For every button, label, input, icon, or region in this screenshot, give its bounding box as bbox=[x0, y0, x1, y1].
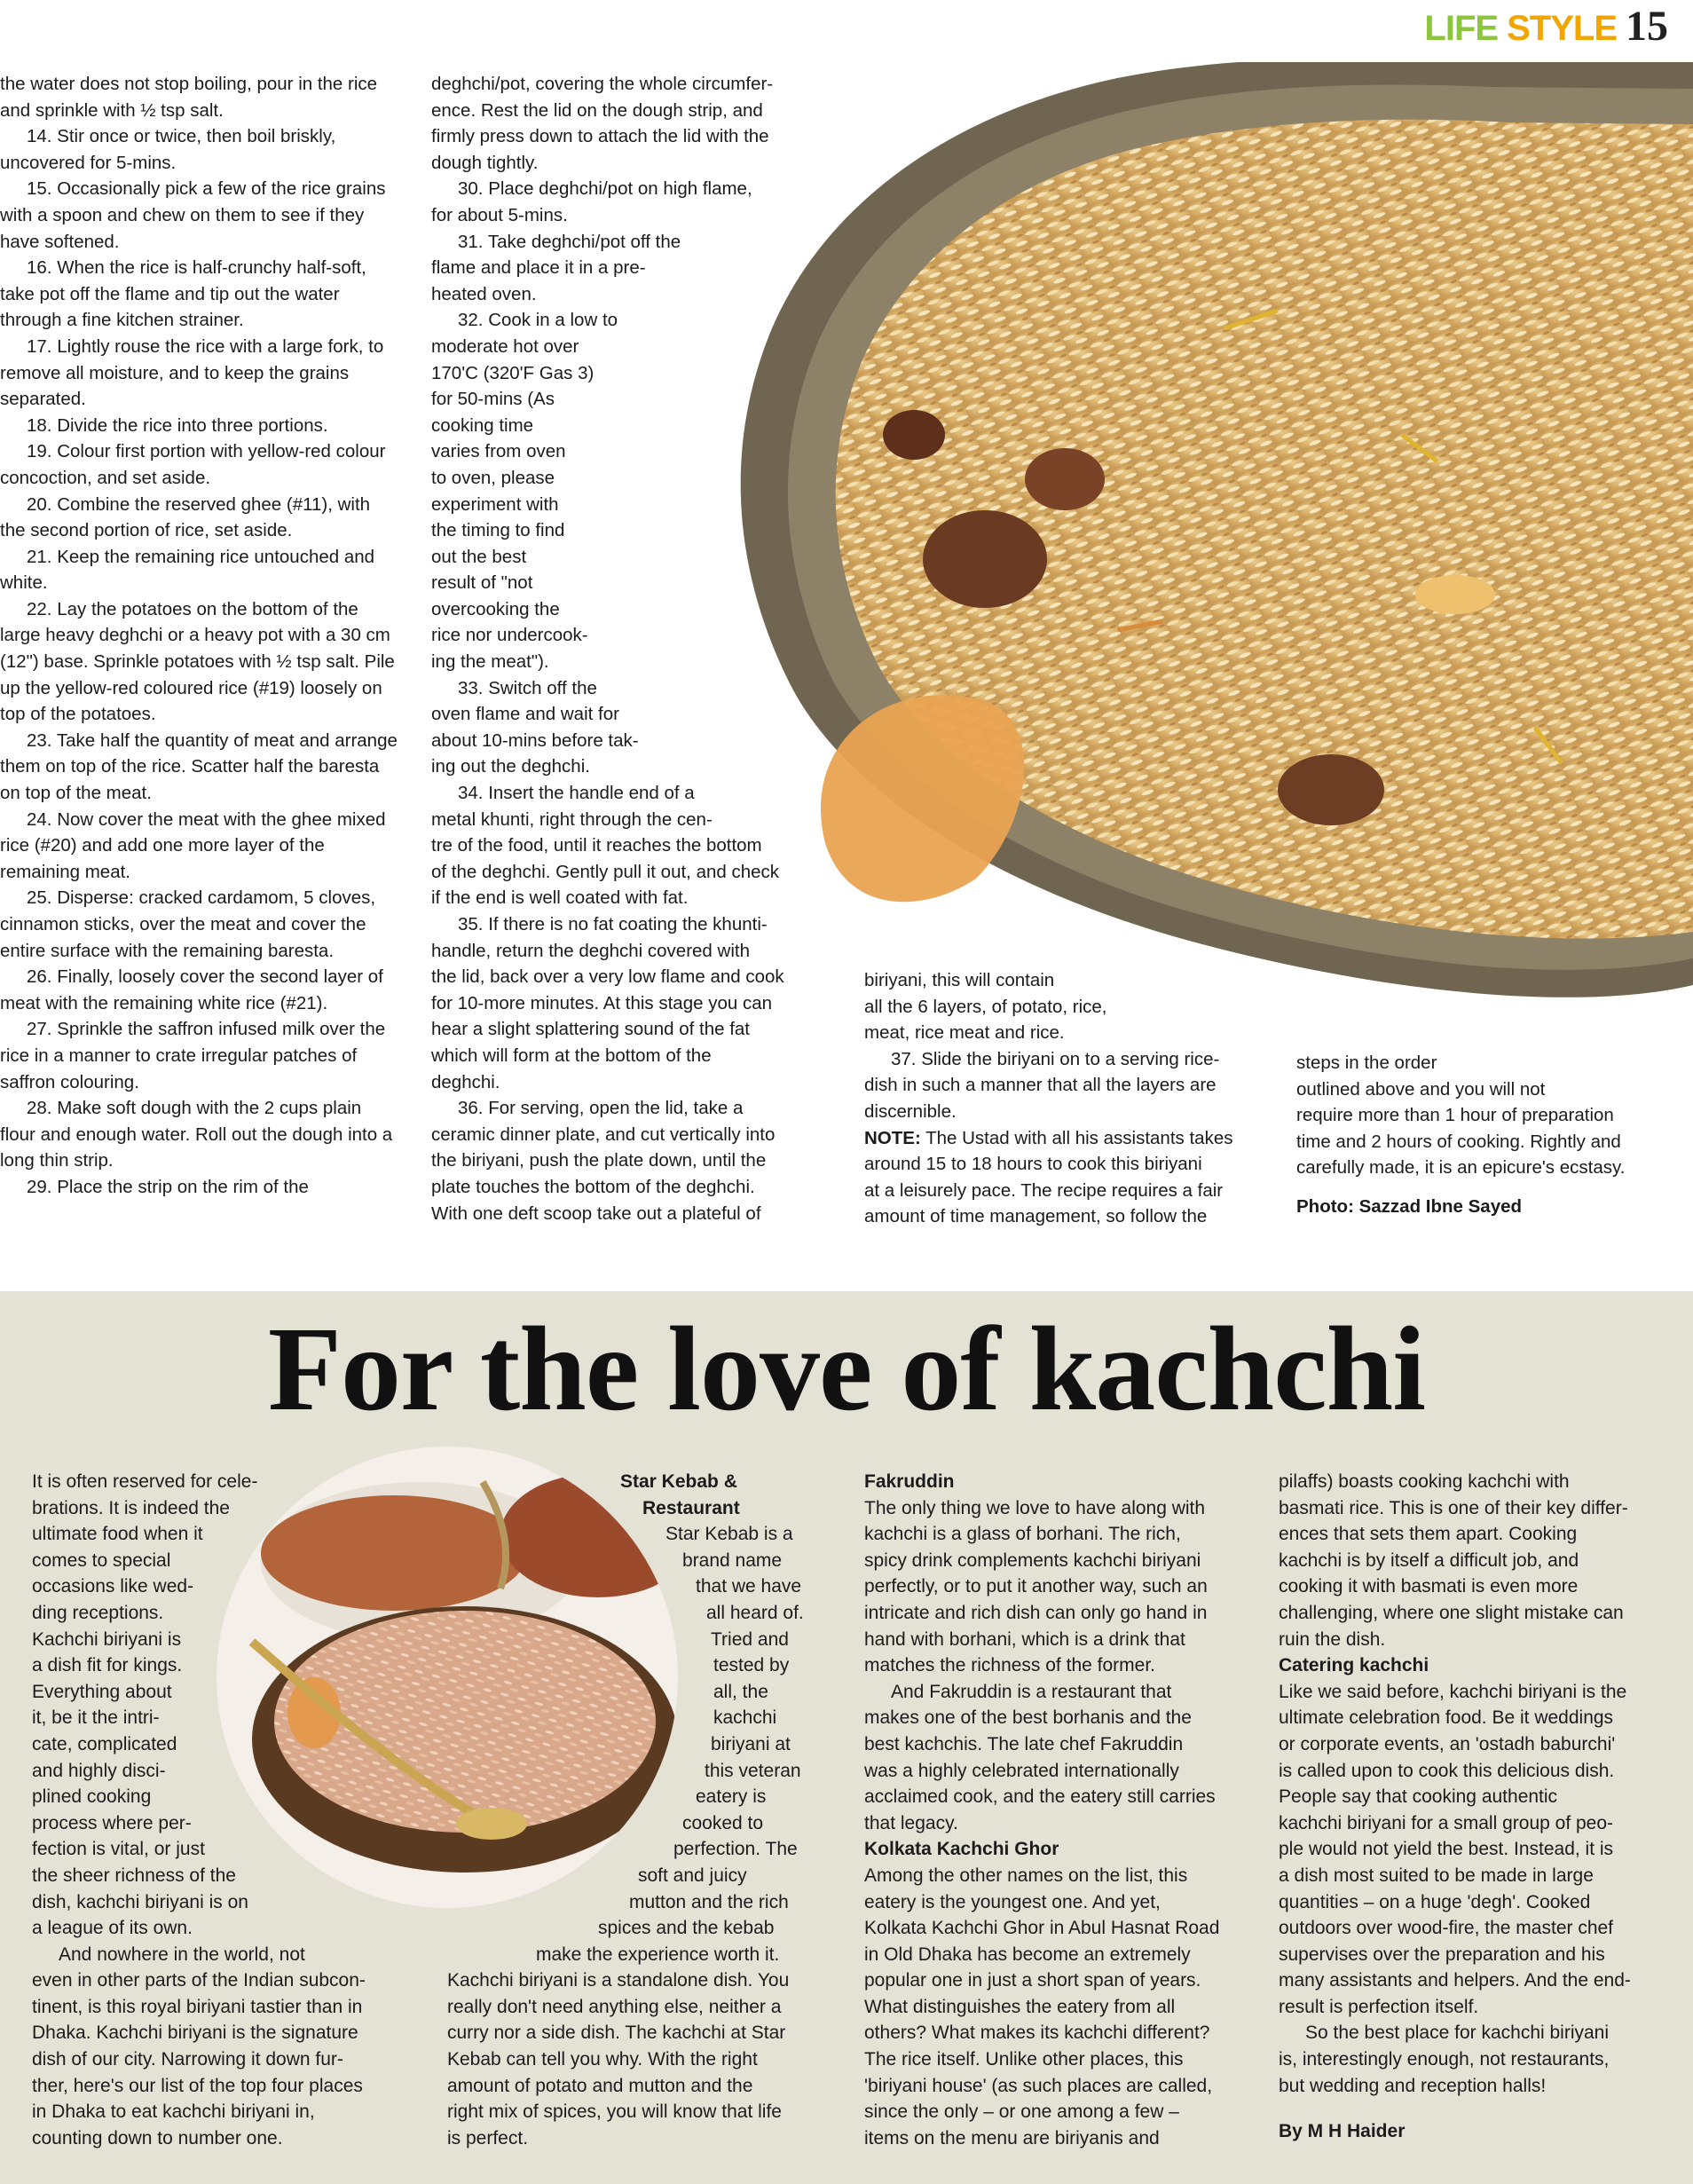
note-line bbox=[864, 1125, 1264, 1152]
text-line: this veteran bbox=[705, 1760, 801, 1781]
text-line: heated oven. bbox=[431, 283, 537, 304]
text-line: but wedding and reception halls! bbox=[1279, 2075, 1547, 2096]
feature-column-2 bbox=[447, 1469, 838, 2151]
text-line: outdoors over wood-fire, the master chef bbox=[1279, 1918, 1614, 1939]
text-line: experiment with bbox=[431, 493, 559, 515]
paragraph: 23. Take half the quantity of meat and arrange them on top of the rice. Scatter half the baresta on top of the meat. bbox=[0, 729, 398, 804]
text-line: ceramic dinner plate, and cut vertically into bbox=[431, 1124, 776, 1145]
text-line: carefully made, it is an epicure's ecstasy. bbox=[1296, 1157, 1626, 1179]
recipe-column-3 bbox=[864, 967, 1264, 1230]
text-line: cate, complicated bbox=[32, 1733, 177, 1754]
paragraph: 14. Stir once or twice, then boil briskly, uncovered for 5-mins. bbox=[0, 126, 336, 173]
text-line: curry nor a side dish. The kachchi at Star bbox=[447, 2022, 786, 2044]
text-line: occasions like wed- bbox=[32, 1576, 194, 1597]
text-line: was a highly celebrated internationally bbox=[864, 1760, 1179, 1781]
page-number: 15 bbox=[1626, 3, 1668, 50]
text-line: oven flame and wait for bbox=[431, 704, 619, 725]
text-line: dish, kachchi biriyani is on bbox=[32, 1891, 248, 1912]
text-line: Kolkata Kachchi Ghor in Abul Hasnat Road bbox=[864, 1918, 1220, 1939]
text-line: dish of our city. Narrowing it down fur- bbox=[32, 2049, 343, 2070]
text-line: dish in such a manner that all the layers are bbox=[864, 1075, 1217, 1096]
text-line: 170'C (320'F Gas 3) bbox=[431, 362, 595, 383]
subheading-fakruddin: Fakruddin bbox=[864, 1471, 955, 1492]
text-line: And Fakruddin is a restaurant that bbox=[891, 1681, 1172, 1702]
text-line: dough tightly. bbox=[431, 152, 539, 173]
text-line: really don't need anything else, neither a bbox=[447, 1996, 782, 2017]
text-line: perfectly, or to put it another way, such an bbox=[864, 1576, 1208, 1597]
text-line: 30. Place deghchi/pot on high flame, bbox=[458, 178, 752, 200]
feature-column-1 bbox=[32, 1469, 422, 2151]
text-line: is called upon to cook this delicious dish. bbox=[1279, 1760, 1615, 1781]
text-line: tre of the food, until it reaches the bottom bbox=[431, 835, 762, 856]
text-line: pilaffs) boasts cooking kachchi with bbox=[1279, 1471, 1570, 1492]
paragraph: 27. Sprinkle the saffron infused milk over the rice in a manner to crate irregular patches of saffron colouring. bbox=[0, 1019, 386, 1092]
text-line: others? What makes its kachchi different? bbox=[864, 2022, 1210, 2044]
text-line: many assistants and helpers. And the end- bbox=[1279, 1970, 1631, 1991]
paragraph: the water does not stop boiling, pour in the rice and sprinkle with ½ tsp salt. bbox=[0, 74, 378, 121]
masthead bbox=[1424, 2, 1668, 51]
text-line: all, the bbox=[713, 1681, 768, 1702]
text-line: process where per- bbox=[32, 1812, 192, 1833]
text-line: and highly disci- bbox=[32, 1760, 166, 1781]
text-line: makes one of the best borhanis and the bbox=[864, 1707, 1192, 1729]
text-line: ruin the dish. bbox=[1279, 1628, 1386, 1650]
feature-column-4 bbox=[1279, 1469, 1669, 2145]
text-line: the biriyani, push the plate down, until the bbox=[431, 1150, 767, 1171]
text-line: The rice itself. Unlike other places, this bbox=[864, 2049, 1184, 2070]
text-line: biriyani at bbox=[711, 1733, 791, 1754]
text-line: Kachchi biriyani is a standalone dish. You bbox=[447, 1970, 790, 1991]
text-line: the sheer richness of the bbox=[32, 1865, 236, 1886]
text-line: in Dhaka to eat kachchi biriyani in, bbox=[32, 2101, 315, 2123]
paragraph: 22. Lay the potatoes on the bottom of the large heavy deghchi or a heavy pot with a 30 cm (12") base. Sprinkle potatoes with ½ tsp salt. Pile up the yellow-red coloured rice (#19) loosely on top of the potatoes. bbox=[0, 598, 395, 725]
text-line: cooking it with basmati is even more bbox=[1279, 1576, 1579, 1597]
text-line: about 10-mins before tak- bbox=[431, 729, 639, 751]
text-line: brand name bbox=[682, 1549, 783, 1571]
text-line: ple would not yield the best. Instead, it is bbox=[1279, 1839, 1614, 1860]
paragraph: 17. Lightly rouse the rice with a large fork, to remove all moisture, and to keep the grains separated. bbox=[0, 335, 384, 410]
subheading-star-kebab: Star Kebab & bbox=[620, 1471, 737, 1492]
text-line: is perfect. bbox=[447, 2127, 529, 2149]
biriyani-dish-photo bbox=[692, 62, 1693, 1038]
text-line: ing the meat"). bbox=[431, 651, 549, 673]
text-line: challenging, where one slight mistake can bbox=[1279, 1602, 1624, 1623]
text-line: result is perfection itself. bbox=[1279, 1996, 1479, 2017]
subheading-star-kebab: Restaurant bbox=[642, 1497, 740, 1518]
text-line: for 50-mins (As bbox=[431, 389, 555, 410]
text-line: Like we said before, kachchi biriyani is the bbox=[1279, 1681, 1627, 1702]
text-line: What distinguishes the eatery from all bbox=[864, 1996, 1176, 2017]
recipe-column-4 bbox=[1296, 1050, 1678, 1220]
text-line: the timing to find bbox=[431, 520, 565, 541]
text-line: all the 6 layers, of potato, rice, bbox=[864, 996, 1107, 1017]
fakruddin-text bbox=[864, 1495, 1255, 1837]
text-line: fection is vital, or just bbox=[32, 1839, 205, 1860]
text-line: Kachchi biriyani is bbox=[32, 1628, 182, 1650]
text-line: at a leisurely pace. The recipe requires a fair bbox=[864, 1179, 1224, 1201]
text-line: perfection. The bbox=[673, 1839, 798, 1860]
text-line: that legacy. bbox=[864, 1812, 958, 1833]
text-line: 35. If there is no fat coating the khunti- bbox=[458, 914, 768, 934]
text-line: popular one in just a short span of years. bbox=[864, 1970, 1201, 1991]
section-life: LIFE bbox=[1424, 9, 1499, 48]
text-line: ultimate celebration food. Be it weddings bbox=[1279, 1707, 1614, 1729]
text-line: ing out the deghchi. bbox=[431, 756, 590, 777]
text-line: The Ustad with all his assistants takes bbox=[920, 1127, 1233, 1148]
text-line: eatery is the youngest one. And yet, bbox=[864, 1891, 1161, 1912]
text-line: items on the menu are biriyanis and bbox=[864, 2127, 1160, 2149]
text-line: ding receptions. bbox=[32, 1602, 164, 1623]
text-line: moderate hot over bbox=[431, 335, 579, 357]
paragraph: 24. Now cover the meat with the ghee mixed rice (#20) and add one more layer of the remaining meat. bbox=[0, 808, 386, 882]
text-line: it, be it the intri- bbox=[32, 1707, 160, 1729]
text-line: for 10-more minutes. At this stage you can bbox=[431, 992, 772, 1013]
paragraph: 19. Colour first portion with yellow-red colour concoction, and set aside. bbox=[0, 441, 386, 488]
text-line: a dish most suited to be made in large bbox=[1279, 1865, 1594, 1886]
text-line: matches the richness of the former. bbox=[864, 1655, 1155, 1676]
text-line: cooked to bbox=[682, 1812, 764, 1833]
subheading-catering-kachchi: Catering kachchi bbox=[1279, 1655, 1429, 1676]
feature-headline: For the love of kachchi bbox=[267, 1303, 1426, 1436]
text-line: in Old Dhaka has become an extremely bbox=[864, 1944, 1191, 1965]
basmati-text bbox=[1279, 1469, 1669, 1652]
text-line: Among the other names on the list, this bbox=[864, 1865, 1188, 1886]
text-line: 'biriyani house' (as such places are called, bbox=[864, 2075, 1213, 2096]
text-line: Tried and bbox=[711, 1628, 789, 1650]
text-line: hear a slight splattering sound of the fat bbox=[431, 1019, 750, 1040]
paragraph: 28. Make soft dough with the 2 cups plain flour and enough water. Roll out the dough into a long thin strip. bbox=[0, 1098, 393, 1171]
text-line: a league of its own. bbox=[32, 1918, 193, 1939]
text-line: quantities – on a huge 'degh'. Cooked bbox=[1279, 1891, 1591, 1912]
catering-text bbox=[1279, 1679, 1669, 2100]
paragraph: 25. Disperse: cracked cardamom, 5 cloves, cinnamon sticks, over the meat and cover the entire surface with the remaining baresta. bbox=[0, 887, 376, 961]
text-line: kachchi biriyani for a small group of peo- bbox=[1279, 1812, 1614, 1833]
text-line: deghchi. bbox=[431, 1071, 500, 1092]
byline: By M H Haider bbox=[1279, 2121, 1406, 2142]
note-label: NOTE: bbox=[864, 1127, 921, 1148]
text-line: amount of time management, so follow the bbox=[864, 1206, 1208, 1227]
text-line: comes to special bbox=[32, 1549, 171, 1571]
text-line: around 15 to 18 hours to cook this biriyani bbox=[864, 1154, 1202, 1175]
text-line: spicy drink complements kachchi biriyani bbox=[864, 1549, 1201, 1571]
text-line: With one deft scoop take out a plateful of bbox=[431, 1202, 761, 1224]
text-line: for about 5-mins. bbox=[431, 204, 568, 225]
text-line: firmly press down to attach the lid with the bbox=[431, 126, 769, 147]
text-line: kachchi is by itself a difficult job, and bbox=[1279, 1549, 1579, 1571]
text-line: counting down to number one. bbox=[32, 2127, 283, 2149]
paragraph: 26. Finally, loosely cover the second layer of meat with the remaining white rice (#21). bbox=[0, 966, 383, 1013]
text-line: rice nor undercook- bbox=[431, 625, 588, 646]
text-line: overcooking the bbox=[431, 598, 560, 619]
text-line: intricate and rich dish can only go hand in bbox=[864, 1602, 1208, 1623]
text-line: spices and the kebab bbox=[598, 1918, 775, 1939]
text-line: mutton and the rich bbox=[629, 1891, 789, 1912]
text-line: cooking time bbox=[431, 414, 534, 436]
text-line: that we have bbox=[696, 1576, 802, 1597]
text-line: handle, return the deghchi covered with bbox=[431, 940, 750, 961]
text-line: tinent, is this royal biriyani tastier than in bbox=[32, 1996, 363, 2017]
text-line: biriyani, this will contain bbox=[864, 970, 1055, 990]
text-line: Everything about bbox=[32, 1681, 172, 1702]
text-line: since the only – or one among a few – bbox=[864, 2101, 1179, 2123]
text-line: hand with borhani, which is a drink that bbox=[864, 1628, 1185, 1650]
paragraph: 18. Divide the rice into three portions. bbox=[27, 414, 328, 436]
text-line: if the end is well coated with fat. bbox=[431, 887, 689, 909]
text-line: plined cooking bbox=[32, 1786, 152, 1808]
text-line: 32. Cook in a low to bbox=[458, 310, 618, 331]
text-line: which will form at the bottom of the bbox=[431, 1045, 712, 1066]
paragraph: 21. Keep the remaining rice untouched and white. bbox=[0, 546, 375, 594]
text-line: ence. Rest the lid on the dough strip, and bbox=[431, 99, 763, 121]
text-line: And nowhere in the world, not bbox=[59, 1944, 305, 1965]
text-line: ultimate food when it bbox=[32, 1524, 203, 1545]
text-line: Star Kebab is a bbox=[665, 1524, 793, 1545]
recipe-column-1 bbox=[0, 71, 399, 1201]
paragraph: 20. Combine the reserved ghee (#11), with the second portion of rice, set aside. bbox=[0, 493, 371, 541]
text-line: It is often reserved for cele- bbox=[32, 1471, 258, 1492]
text-line: kachchi is a glass of borhani. The rich, bbox=[864, 1524, 1181, 1545]
text-line: meat, rice meat and rice. bbox=[864, 1022, 1065, 1044]
text-line: make the experience worth it. bbox=[536, 1944, 780, 1965]
text-line: 34. Insert the handle end of a bbox=[458, 783, 695, 804]
text-line: even in other parts of the Indian subcon- bbox=[32, 1970, 366, 1991]
text-line: metal khunti, right through the cen- bbox=[431, 808, 713, 830]
paragraph: 15. Occasionally pick a few of the rice grains with a spoon and chew on them to see if they have softened. bbox=[0, 178, 386, 252]
text-line: outlined above and you will not bbox=[1296, 1078, 1546, 1100]
text-line: require more than 1 hour of preparation bbox=[1296, 1105, 1614, 1126]
text-line: discernible. bbox=[864, 1100, 957, 1122]
text-line: basmati rice. This is one of their key differ- bbox=[1279, 1497, 1628, 1518]
text-line: time and 2 hours of cooking. Rightly and bbox=[1296, 1131, 1621, 1152]
text-line: to oven, please bbox=[431, 467, 555, 488]
photo-credit: Photo: Sazzad Ibne Sayed bbox=[1296, 1195, 1523, 1217]
text-line: the lid, back over a very low flame and cook bbox=[431, 966, 784, 988]
recipe-column-2 bbox=[431, 71, 829, 1226]
text-line: is, interestingly enough, not restaurants, bbox=[1279, 2049, 1610, 2070]
section-style: STYLE bbox=[1507, 9, 1617, 48]
text-line: deghchi/pot, covering the whole circumfer- bbox=[431, 74, 774, 94]
text-line: ther, here's our list of the top four places bbox=[32, 2075, 363, 2096]
text-line: ences that sets them apart. Cooking bbox=[1279, 1524, 1578, 1545]
text-line: plate touches the bottom of the deghchi. bbox=[431, 1176, 755, 1197]
text-line: So the best place for kachchi biriyani bbox=[1305, 2022, 1610, 2044]
subheading-kolkata-kachchi-ghor: Kolkata Kachchi Ghor bbox=[864, 1839, 1059, 1860]
text-line: The only thing we love to have along with bbox=[864, 1497, 1206, 1518]
text-line: brations. It is indeed the bbox=[32, 1497, 230, 1518]
paragraph: 29. Place the strip on the rim of the bbox=[27, 1176, 309, 1197]
text-line: steps in the order bbox=[1296, 1053, 1437, 1073]
text-line: all heard of. bbox=[706, 1602, 804, 1623]
text-line: out the best bbox=[431, 546, 527, 567]
text-line: Dhaka. Kachchi biriyani is the signature bbox=[32, 2022, 358, 2044]
text-line: 33. Switch off the bbox=[458, 677, 597, 698]
text-line: 31. Take deghchi/pot off the bbox=[458, 231, 681, 252]
text-line: tested by bbox=[713, 1655, 790, 1676]
text-line: acclaimed cook, and the eatery still carries bbox=[864, 1786, 1216, 1808]
text-line: 37. Slide the biriyani on to a serving rice- bbox=[891, 1048, 1220, 1069]
text-line: a dish fit for kings. bbox=[32, 1655, 183, 1676]
text-line: kachchi bbox=[713, 1707, 777, 1729]
paragraph: 16. When the rice is half-crunchy half-soft, take pot off the flame and tip out the water through a fine kitchen strainer. bbox=[0, 257, 366, 331]
text-line: Kebab can tell you why. With the right bbox=[447, 2049, 758, 2070]
text-line: result of "not bbox=[431, 572, 533, 594]
feature-column-3 bbox=[864, 1469, 1255, 2151]
text-line: or corporate events, an 'ostadh baburchi' bbox=[1279, 1733, 1616, 1754]
text-line: of the deghchi. Gently pull it out, and check bbox=[431, 861, 780, 882]
text-line: 36. For serving, open the lid, take a bbox=[458, 1098, 744, 1119]
text-line: soft and juicy bbox=[638, 1865, 747, 1886]
text-line: amount of potato and mutton and the bbox=[447, 2075, 753, 2096]
text-line: best kachchis. The late chef Fakruddin bbox=[864, 1733, 1184, 1754]
text-line: varies from oven bbox=[431, 441, 566, 462]
text-line: flame and place it in a pre- bbox=[431, 257, 646, 279]
text-line: right mix of spices, you will know that life bbox=[447, 2101, 782, 2123]
text-line: People say that cooking authentic bbox=[1279, 1786, 1558, 1808]
text-line: eatery is bbox=[696, 1786, 767, 1808]
kolkata-text bbox=[864, 1863, 1255, 2152]
text-line: supervises over the preparation and his bbox=[1279, 1944, 1605, 1965]
